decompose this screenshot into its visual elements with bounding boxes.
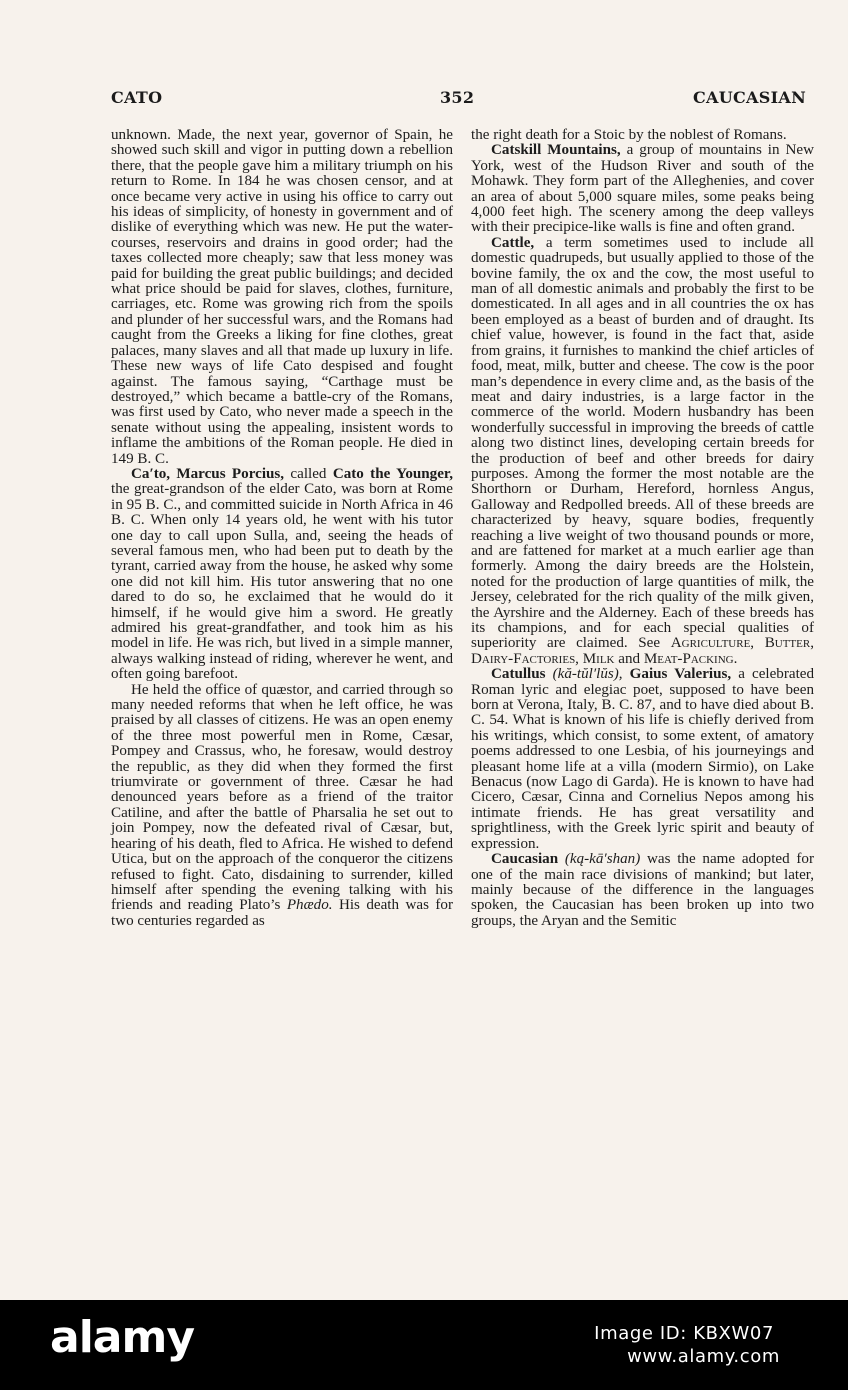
entry-title: Catskill Mountains, (491, 142, 621, 159)
paragraph-cato-continued: the right death for a Stoic by the noblest of Romans. (471, 127, 787, 143)
pronunciation: (ką-kā′shan) (558, 851, 641, 868)
paragraph-cato-quaestor (111, 683, 453, 930)
entry-text: a group of mountains in New York, west of the Hudson River and south of the Mohawk. They form part of the Alleghenies, and cover an area of about 5,000 square miles, some peaks being 4,000 feet high. The scenery among the deep valleys with their precipice-like walls is fine and often grand. (471, 142, 814, 236)
entry-text: His death was for two centuries regarded as (111, 897, 453, 929)
pronunciation: (kă-tŭl′lŭs), (545, 666, 630, 683)
text-column-right (471, 128, 814, 929)
entry-title: Caucasian (491, 851, 559, 868)
entry-title: Catullus (491, 666, 546, 683)
entry-text: He held the office of quæstor, and carried through so many needed reforms that when he left office, he was praised by all classes of citizens. He was an open enemy of the three most powerful men in Rome, Cæsar, Pompey and Crassus, who, he foresaw, would destroy the republic, as they did when they formed the first triumvirate or government of three. Cæsar he had denounced years before as a friend of the traitor Catiline, and after the battle of Pharsalia he set out to join Pompey, now the defeated rival of Cæsar, but, hearing of his death, fled to Africa. He wished to defend Utica, but on the approach of the conqueror the citizens refused to fight. Cato, disdaining to surrender, killed himself after spending the evening talking with his friends and reading Plato’s (111, 681, 453, 914)
paragraph-cato-elder-continued: unknown. Made, the next year, governor of Spain, he showed such skill and vigor in putting down a rebellion there, that the people gave him a military triumph on his return to Rome. In 184 he was chosen censor, and at once became very active in using his office to carry out his ideas of simplicity, of honesty in government and of dislike of everything which was new. He put the water-courses, reservoirs and drains in good order; had the taxes collected more cheaply; saw that less money was paid for building the great public buildings; and decided what price should be paid for slaves, clothes, furniture, carriages, etc. Rome was growing rich from the spoils and plunder of her successful wars, and the Romans had caught from the Greeks a liking for fine clothes, great palaces, many slaves and all that made up luxury in life. These new ways of life Cato despised and fought against. The famous saying, “Carthage must be destroyed,” which became a battle-cry of the Romans, was first used by Cato, who never made a speech in the senate without using the appealing, insistent words to inflame the ambitions of the Roman people. He died in 149 B. C. (111, 127, 453, 467)
entry-cattle (471, 236, 814, 667)
cross-reference: Meat-Packing. (643, 650, 738, 667)
entry-catskill-mountains (471, 143, 814, 235)
entry-text: a term sometimes used to include all domestic quadrupeds, but usually applied to those of the bovine family, the ox and the cow, the most useful to man of all domestic animals and probably the first to be domesticated. In all ages and in all countries the ox has been employed as a beast of burden and of draught. Its chief value, however, is found in the fact that, aside from grains, it furnishes to mankind the chief articles of food, meat, milk, butter and cheese. The cow is the poor man’s dependence in every clime and, as the basis of the meat and dairy industries, is a large factor in the commerce of the world. Modern husbandry has been wonderfully successful in improving the breeds of cattle along two distinct lines, developing certain breeds for the production of beef and other breeds for dairy purposes. Among the former the most notable are the Shorthorn or Durham, Hereford, hornless Angus, Galloway and Redpolled breeds. All of these breeds are characterized by heavy, square bodies, frequently reaching a live weight of two thousand pounds or more, and are fattened for market at a much earlier age than formerly. Among the dairy breeds are the Holstein, noted for the production of large quantities of milk, the Jersey, celebrated for the rich quality of the milk given, the Ayrshire and the Alderney. Each of these breeds has its champions, and for each special qualities of superiority are claimed. See (471, 234, 814, 652)
entry-title: Cato the Younger, (332, 465, 453, 482)
italic-title: Phædo. (286, 897, 333, 914)
footer-url: www.alamy.com (627, 1346, 780, 1367)
entry-text: a celebrated Roman lyric and elegiac poet, supposed to have been born at Verona, Italy, B. C. 87, and to have died about B. C. 54. What is known of his life is chiefly derived from his writings, which consist, to some extent, of amatory poems addressed to one Lesbia, of his journeyings and pleasant home life at a villa (modern Sirmio), on Lake Benacus (now Lago di Garda). He is known to have had Cicero, Cæsar, Cinna and Cornelius Nepos among his intimate friends. He has great versatility and sprightliness, with the Greek lyric spirit and beauty of expression. (471, 666, 815, 852)
entry-title: Gaius Valerius, (629, 666, 732, 683)
entry-text: called (284, 465, 333, 482)
entry-title: Cattle, (491, 234, 535, 251)
running-head-right: CAUCASIAN (692, 88, 806, 107)
entry-text: the great-grandson of the elder Cato, was born at Rome in 95 B. C., and committed suicide in North Africa in 46 B. C. When only 14 years old, he went with his tutor one day to call upon Sulla, and, seeing the heads of several famous men, who had been put to death by the tyrant, carried away from the house, he asked why some one did not kill him. His tutor answering that no one dared to do so, he exclaimed that he would do it himself, if he would give him a sword. He greatly admired his great-grandfather, and took him as his model in life. He was rich, but lived in a simple manner, always walking instead of riding, wherever he went, and often going barefoot. (111, 481, 453, 683)
cross-reference: Agriculture, Butter, Dairy-Factories, Milk (471, 635, 814, 667)
text-column-left (111, 128, 453, 929)
entry-title: Ca′to, Marcus Porcius, (131, 465, 285, 482)
page-number: 352 (440, 88, 475, 107)
entry-text: was the name adopted for one of the main race divisions of mankind; but later, mainly because of the difference in the languages spoken, the Caucasian has been broken up into two groups, the Aryan and the Semitic (471, 851, 814, 929)
entry-caucasian (471, 852, 814, 929)
image-id-label: Image ID: KBXW07 (594, 1323, 774, 1344)
entry-text: and (614, 650, 644, 667)
alamy-logo: alamy (50, 1312, 194, 1363)
entry-catullus (471, 667, 814, 852)
entry-cato-the-younger (111, 467, 453, 683)
running-head-left: CATO (111, 88, 163, 107)
